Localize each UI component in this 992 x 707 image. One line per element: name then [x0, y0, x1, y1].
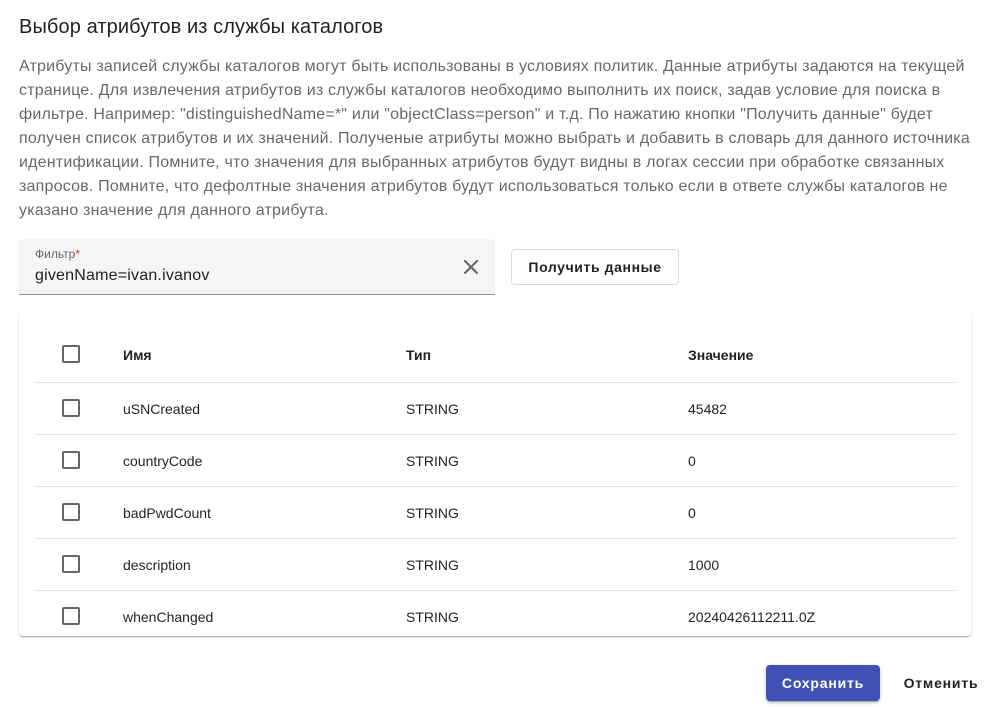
dialog-title: Выбор атрибутов из службы каталогов: [19, 16, 384, 38]
row-value: 20240426112211.0Z: [688, 609, 816, 625]
row-name: whenChanged: [123, 609, 214, 625]
row-checkbox[interactable]: [62, 399, 80, 417]
row-type: STRING: [406, 609, 459, 625]
row-name: description: [123, 557, 191, 573]
table-row[interactable]: [35, 487, 955, 539]
column-header-value: Значение: [688, 347, 754, 363]
row-value: 0: [688, 505, 696, 521]
row-value: 1000: [688, 557, 720, 573]
column-header-type: Тип: [406, 347, 432, 363]
filter-label: Фильтр*: [35, 247, 80, 261]
row-type: STRING: [406, 453, 459, 469]
column-header-name: Имя: [123, 347, 152, 363]
select-all-checkbox[interactable]: [62, 345, 80, 363]
table-header-row: [35, 311, 955, 383]
row-checkbox[interactable]: [62, 451, 80, 469]
fetch-data-button[interactable]: Получить данные: [511, 249, 679, 285]
row-checkbox[interactable]: [62, 503, 80, 521]
row-type: STRING: [406, 401, 459, 417]
save-button[interactable]: Сохранить: [766, 665, 880, 701]
required-mark: *: [75, 247, 80, 261]
table-row[interactable]: [35, 539, 955, 591]
row-checkbox[interactable]: [62, 607, 80, 625]
dialog-description: Атрибуты записей службы каталогов могут быть использованы в условиях политик. Данные атрибуты задаются на текущей странице. Для извлечения атрибутов из службы каталогов необходимо выполнить их поиск, задав условие для поиска в фильтре. Например: "distinguishedName=*" или "objectClass=person" и т.д. По нажатию кнопки "Получить данные" будет получен список атрибутов и их значений. Полученые атрибуты можно выбрать и добавить в словарь для данного источника идентификации. Помните, что значения для выбранных атрибутов будут видны в логах сессии при обработке связанных запросов. Помните, что дефолтные значения атрибутов будут использоваться только если в ответе службы каталогов не указано значение для данного атрибута.: [19, 58, 970, 219]
row-name: badPwdCount: [123, 505, 211, 521]
table-row[interactable]: [35, 383, 955, 435]
filter-input[interactable]: [35, 264, 445, 288]
row-value: 45482: [688, 401, 727, 417]
cancel-button[interactable]: Отменить: [892, 665, 990, 701]
clear-filter-button[interactable]: [459, 255, 483, 279]
table-row[interactable]: [35, 435, 955, 487]
filter-field[interactable]: [19, 239, 495, 295]
row-checkbox[interactable]: [62, 555, 80, 573]
row-type: STRING: [406, 505, 459, 521]
attributes-table: [19, 311, 971, 636]
row-type: STRING: [406, 557, 459, 573]
row-value: 0: [688, 453, 696, 469]
close-icon: [464, 260, 478, 274]
row-name: countryCode: [123, 453, 203, 469]
table-row[interactable]: [35, 591, 955, 636]
row-name: uSNCreated: [123, 401, 201, 417]
